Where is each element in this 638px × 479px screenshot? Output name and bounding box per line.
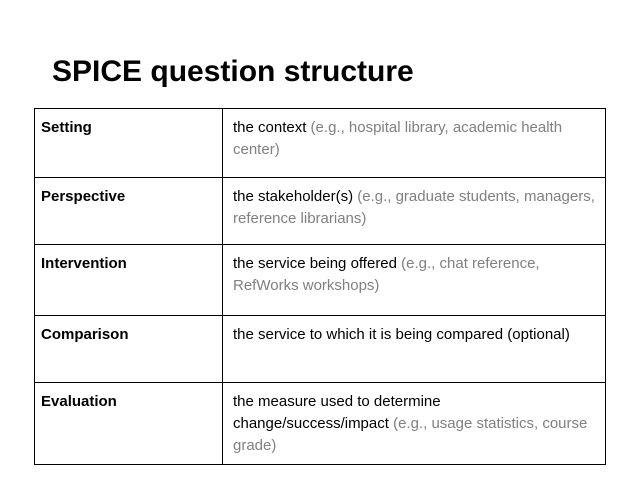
definition-setting [223, 109, 606, 178]
spice-table [34, 108, 606, 465]
definition-text: the measure used to determine change/success/impact [233, 393, 441, 432]
table-row-perspective [35, 178, 606, 245]
definition-evaluation [223, 383, 606, 465]
definition-text: the context [233, 119, 307, 136]
term-perspective: Perspective [35, 178, 223, 245]
example-text: (e.g., graduate students, managers, reference librarians) [233, 188, 595, 227]
definition-intervention [223, 245, 606, 316]
definition-text: the stakeholder(s) [233, 188, 354, 205]
example-text: (e.g., usage statistics, course grade) [233, 415, 588, 454]
example-text: (e.g., chat reference, RefWorks workshops) [233, 255, 540, 294]
example-text: (e.g., hospital library, academic health center) [233, 119, 563, 158]
term-comparison: Comparison [35, 316, 223, 383]
definition-comparison [223, 316, 606, 383]
table-row-evaluation [35, 383, 606, 465]
table-row-intervention [35, 245, 606, 316]
definition-text: the service being offered [233, 255, 397, 272]
slide-title: SPICE question structure [52, 55, 414, 88]
definition-text: the service to which it is being compared (optional) [233, 326, 570, 343]
definition-perspective [223, 178, 606, 245]
table-row-setting [35, 109, 606, 178]
term-setting: Setting [35, 109, 223, 178]
term-evaluation: Evaluation [35, 383, 223, 465]
table-row-comparison [35, 316, 606, 383]
term-intervention: Intervention [35, 245, 223, 316]
